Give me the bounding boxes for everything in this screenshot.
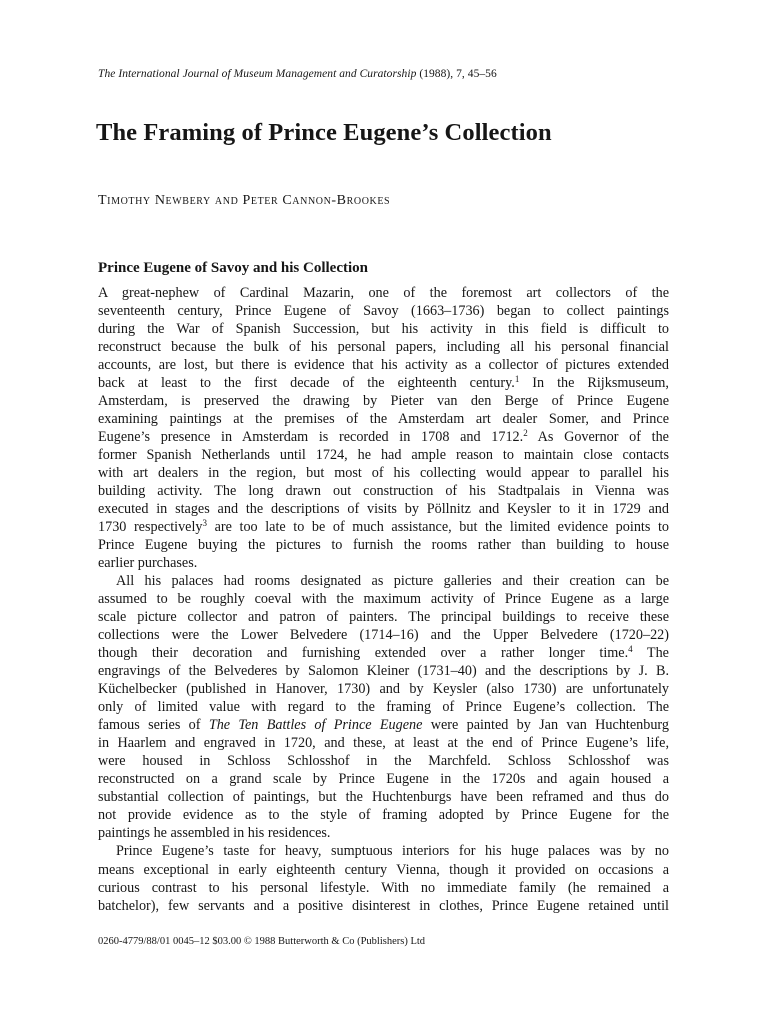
article-body [98,284,669,915]
line-text: scale picture collector and patron of painters. The principal buildings to receive these [98,609,669,626]
line-text: paintings he assembled in his residences. [98,825,331,842]
journal-name: The International Journal of Museum Management and Curatorship [98,68,417,80]
line-text: in Haarlem and engraved in 1720, and these, at least at the end of Prince Eugene’s life, [98,735,669,752]
line-text: means exceptional in early eighteenth century Vienna, though it provided on occasions a [98,861,669,878]
line-text: In the Rijksmuseum, [519,375,669,392]
article-title: The Framing of Prince Eugene’s Collection [96,119,552,146]
body-line [98,464,669,482]
line-text: The [632,645,669,662]
line-text: only of limited value with regard to the framing of Prince Eugene’s collection. The [98,699,669,716]
body-line [98,392,669,410]
body-line [98,500,669,518]
line-text: former Spanish Netherlands until 1724, he had ample reason to maintain close contacts [98,447,669,464]
line-text: Prince Eugene buying the pictures to furnish the rooms rather than building to house [98,537,669,554]
line-text: with art dealers in the region, but most of his collecting would appear to parallel his [98,465,669,482]
line-text: collections were the Lower Belvedere (1714–16) and the Upper Belvedere (1720–22) [98,627,669,644]
body-line [98,734,669,752]
body-line [98,824,669,842]
body-line [98,374,669,392]
line-text: Eugene’s presence in Amsterdam is recorded in 1708 and 1712. [98,429,524,446]
body-line [98,861,669,879]
line-text: though their decoration and furnishing extended over a rather longer time. [98,645,629,662]
line-text: batchelor), few servants and a positive disinterest in clothes, Prince Eugene retained until [98,897,669,914]
footnote-marker: 4 [628,644,633,655]
body-line [98,518,669,536]
body-line [98,284,669,302]
copyright-footer: 0260-4779/88/01 0045–12 $03.00 © 1988 Butterworth & Co (Publishers) Ltd [98,936,426,947]
line-text: engravings of the Belvederes by Salomon Kleiner (1731–40) and the descriptions by J. B. [98,663,669,680]
section-heading: Prince Eugene of Savoy and his Collection [98,260,369,276]
line-text: Amsterdam, is preserved the drawing by Pieter van den Berge of Prince Eugene [98,393,669,410]
line-text: curious contrast to his personal lifestyle. With no immediate family (he remained a [98,879,669,896]
body-line [98,572,669,590]
line-text: building activity. The long drawn out construction of his Stadtpalais in Vienna was [98,483,669,500]
footnote-marker: 2 [523,428,528,439]
body-line [98,806,669,824]
line-text: seventeenth century, Prince Eugene of Savoy (1663–1736) began to collect paintings [98,303,669,320]
body-line [98,482,669,500]
body-line [98,536,669,554]
line-text: not provide evidence as to the style of framing adopted by Prince Eugene for the [98,807,669,824]
line-text: earlier purchases. [98,555,198,572]
footnote-marker: 1 [514,374,520,385]
line-text: Prince Eugene’s taste for heavy, sumptuous interiors for his huge palaces was by no [116,843,669,860]
body-line [98,752,669,770]
body-line [98,320,669,338]
body-line [98,554,669,572]
footnote-marker: 3 [202,518,208,529]
body-line [98,716,669,734]
line-text: executed in stages and the descriptions of visits by Pöllnitz and Keysler to it in 1729 and [98,501,669,518]
line-text: As Governor of the [527,429,669,446]
line-text: 1730 respectively [98,519,203,536]
body-line [98,338,669,356]
line-text: examining paintings at the premises of the Amsterdam art dealer Somer, and Prince [98,411,669,428]
body-line [98,698,669,716]
italic-title: The Ten Battles of Prince Eugene [208,717,423,734]
body-line [98,446,669,464]
body-line [98,626,669,644]
line-text: Küchelbecker (published in Hanover, 1730) and by Keysler (also 1730) are unfortunately [98,681,669,698]
line-text: substantial collection of paintings, but the Huchtenburgs have been reframed and thus do [98,789,669,806]
body-line [98,662,669,680]
body-line [98,410,669,428]
line-text: assumed to be roughly coeval with the maximum activity of Prince Eugene as a large [98,591,669,608]
body-line [98,680,669,698]
line-text: famous series of [98,717,209,734]
line-text: were housed in Schloss Schlosshof in the Marchfeld. Schloss Schlosshof was [98,753,669,770]
body-line [98,608,669,626]
body-line [98,770,669,788]
body-line [98,644,669,662]
body-line [98,302,669,320]
body-line [98,428,669,446]
journal-citation [98,68,497,80]
line-text: All his palaces had rooms designated as picture galleries and their creation can be [116,573,669,590]
body-line [98,842,669,860]
line-text: back at least to the first decade of the eighteenth century. [98,375,515,392]
journal-volume-pages: (1988), 7, 45–56 [419,68,497,80]
line-text: are too late to be of much assistance, but the limited evidence points to [207,519,669,536]
line-text: were painted by Jan van Huchtenburg [422,717,669,734]
line-text: reconstruct because the bulk of his personal papers, including all his personal financial [98,339,669,356]
line-text: reconstructed on a grand scale by Prince Eugene in the 1720s and again housed a [98,771,669,788]
body-line [98,590,669,608]
line-text: A great-nephew of Cardinal Mazarin, one of the foremost art collectors of the [98,285,669,301]
body-line [98,897,669,915]
line-text: during the War of Spanish Succession, but his activity in this field is difficult to [98,321,669,338]
line-text: accounts, are lost, but there is evidence that his activity as a collector of pictures extended [98,357,669,374]
body-line [98,788,669,806]
body-line [98,879,669,897]
body-line [98,356,669,374]
article-authors: Timothy Newbery and Peter Cannon-Brookes [98,193,391,208]
